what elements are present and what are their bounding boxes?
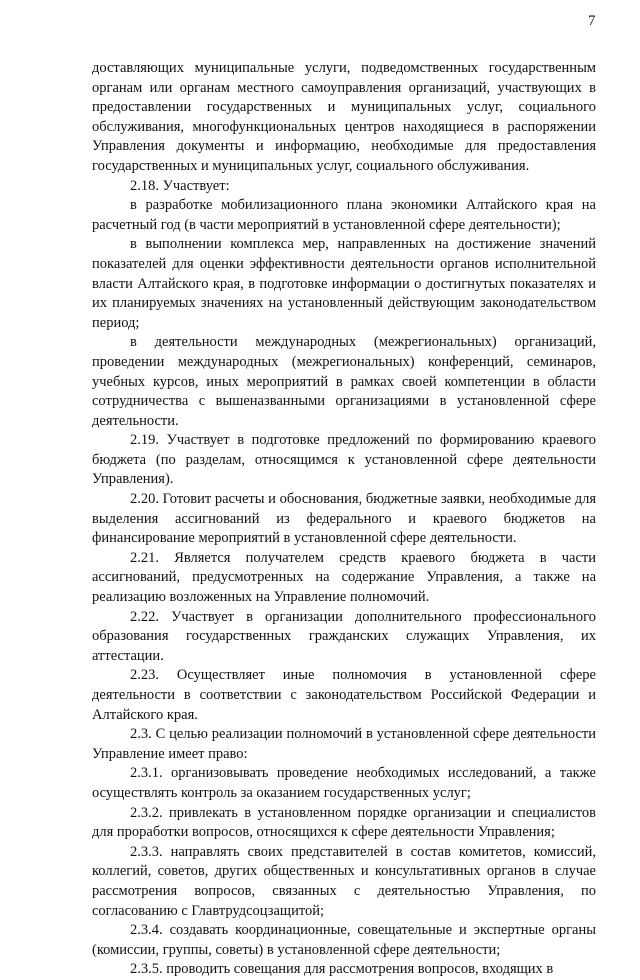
paragraph-2-3-1: 2.3.1. организовывать проведение необходимых исследований, а также осуществлять контроль за оказанием государственных услуг; xyxy=(92,765,596,801)
paragraph-2-20: 2.20. Готовит расчеты и обоснования, бюджетные заявки, необходимые для выделения ассигнований из федерального и краевого бюджетов на финансирование мероприятий в установленной сфере деятельности. xyxy=(92,491,596,547)
paragraph-2-19: 2.19. Участвует в подготовке предложений по формированию краевого бюджета (по разделам, относящимся к установленной сфере деятельности Управления). xyxy=(92,432,596,488)
page-number: 7 xyxy=(588,13,596,29)
document-body xyxy=(92,59,596,980)
paragraph-continuation: доставляющих муниципальные услуги, подведомственных государственным органам или органам местного самоуправления организаций, участвующих в предоставлении государственных и муниципальных услуг, социального обслуживания, многофункциональных центров находящиеся в распоряжении Управления документы и информацию, необходимые для предоставления государственных и муниципальных услуг, социального обслуживания. xyxy=(92,60,596,174)
paragraph-2-3-2: 2.3.2. привлекать в установленном порядке организации и специалистов для проработки вопросов, относящихся к сфере деятельности Управления; xyxy=(92,804,596,841)
paragraph-2-3-5: 2.3.5. проводить совещания для рассмотрения вопросов, входящих в xyxy=(130,961,554,978)
paragraph-2-3-3: 2.3.3. направлять своих представителей в состав комитетов, комиссий, коллегий, советов, других общественных и консультативных органов в случае рассмотрения вопросов, связанных с деятельностью Управления, по согласованию с Главтрудсоцзащитой; xyxy=(92,843,596,919)
paragraph-efficiency-measures: в выполнении комплекса мер, направленных на достижение значений показателей для оценки эффективности деятельности органов исполнительной власти Алтайского края, в подготовке информации о достигнутых показателях и их планируемых значениях на установленный действующим законодательством период; xyxy=(92,236,596,331)
paragraph-2-21: 2.21. Является получателем средств краевого бюджета в части ассигнований, предусмотренных на содержание Управления, а также на реализацию возложенных на Управление полномочий. xyxy=(92,549,596,606)
paragraph-2-23: 2.23. Осуществляет иные полномочия в установленной сфере деятельности в соответствии с законодательством Российской Федерации и Алтайского края. xyxy=(92,667,596,723)
paragraph-2-18: 2.18. Участвует: xyxy=(130,177,230,194)
paragraph-international-activity: в деятельности международных (межрегиональных) организаций, проведении международных (межрегиональных) конференций, семинаров, учебных курсов, иных мероприятий в рамках своей компетенции в области сотрудничества с вышеназванными организациями в установленной сфере деятельности. xyxy=(92,334,596,429)
paragraph-2-3: 2.3. С целью реализации полномочий в установленной сфере деятельности Управление имеет право: xyxy=(92,726,596,762)
paragraph-2-22: 2.22. Участвует в организации дополнительного профессионального образования государственных гражданских служащих Управления, их аттестации. xyxy=(92,608,596,664)
paragraph-mobilization-plan: в разработке мобилизационного плана экономики Алтайского края на расчетный год (в части мероприятий в установленной сфере деятельности); xyxy=(92,197,596,233)
paragraph-2-3-4: 2.3.4. создавать координационные, совещательные и экспертные органы (комиссии, группы, советы) в установленной сфере деятельности; xyxy=(92,922,596,958)
